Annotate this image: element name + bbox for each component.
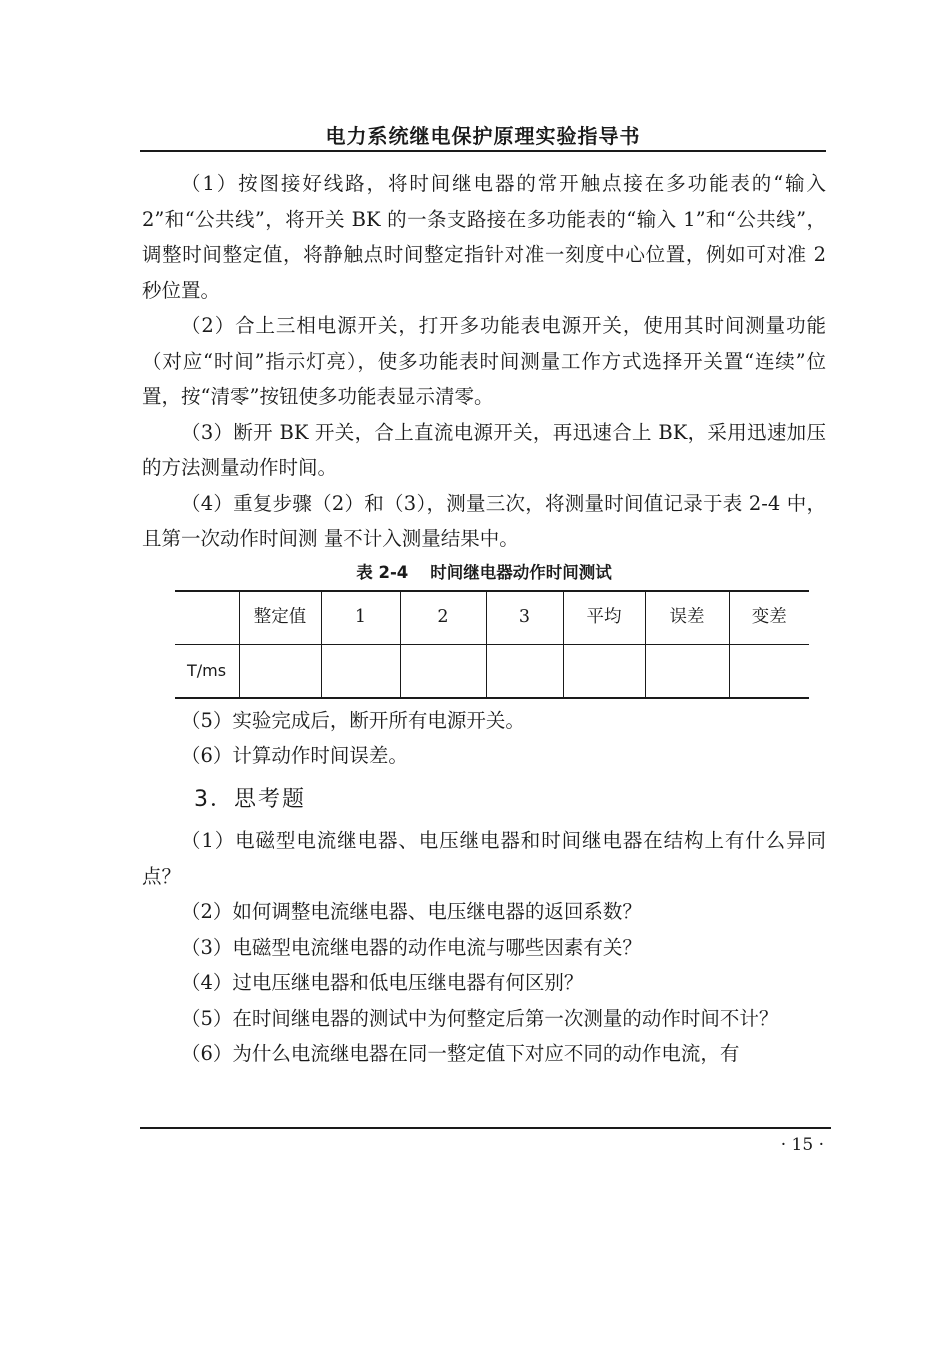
step-paragraph-5: （5）实验完成后，断开所有电源开关。 bbox=[181, 708, 525, 732]
timing-test-table bbox=[175, 590, 809, 699]
table-header-cell bbox=[175, 591, 239, 645]
header-rule bbox=[140, 150, 826, 152]
table-cell bbox=[563, 644, 645, 698]
table-header-cell: 平均 bbox=[563, 591, 645, 645]
table-header-row bbox=[175, 591, 809, 645]
table-cell bbox=[729, 644, 809, 698]
table-cell bbox=[400, 644, 486, 698]
table-cell bbox=[239, 644, 321, 698]
question-item-2: （2）如何调整电流继电器、电压继电器的返回系数？ bbox=[181, 900, 642, 923]
table-header-cell: 3 bbox=[486, 591, 563, 645]
page-body bbox=[142, 166, 826, 1072]
table-header-cell: 误差 bbox=[645, 591, 729, 645]
question-item-5: （5）在时间继电器的测试中为何整定后第一次测量的动作时间不计？ bbox=[181, 1006, 779, 1030]
table-header-cell: 2 bbox=[400, 591, 486, 645]
running-header-title: 电力系统继电保护原理实验指导书 bbox=[325, 124, 641, 148]
table-caption bbox=[142, 561, 826, 585]
step-paragraph-4: （4）重复步骤（2）和（3），测量三次，将测量时间值记录于表 2-4 中，且第一次动作时间测 量不计入测量结果中。 bbox=[142, 491, 826, 550]
section-heading: 3．思考题 bbox=[194, 786, 306, 812]
question-item-4: （4）过电压继电器和低电压继电器有何区别？ bbox=[181, 971, 584, 994]
step-paragraph-3: （3）断开 BK 开关，合上直流电源开关，再迅速合上 BK，采用迅速加压的方法测量动作时间。 bbox=[142, 420, 826, 479]
step-paragraph-1: （1）按图接好线路，将时间继电器的常开触点接在多功能表的“输入 2”和“公共线”，将开关 BK 的一条支路接在多功能表的“输入 1”和“公共线”，调整时间整定值，将静触点时间整定指针对准一刻度中心位置，例如可对准 2 秒位置。 bbox=[142, 172, 826, 302]
footer-rule bbox=[140, 1127, 831, 1129]
table-header-cell: 整定值 bbox=[239, 591, 321, 645]
question-item-3: （3）电磁型电流继电器的动作电流与哪些因素有关？ bbox=[181, 935, 642, 959]
step-paragraph-2: （2）合上三相电源开关，打开多功能表电源开关，使用其时间测量功能（对应“时间”指示灯亮），使多功能表时间测量工作方式选择开关置“连续”位置，按“清零”按钮使多功能表显示清零。 bbox=[142, 314, 826, 408]
table-caption-number: 表 2-4 bbox=[356, 562, 409, 582]
table-row-label: T/ms bbox=[175, 644, 239, 698]
table-cell bbox=[321, 644, 400, 698]
table-header-cell: 变差 bbox=[729, 591, 809, 645]
step-paragraph-6: （6）计算动作时间误差。 bbox=[181, 744, 408, 767]
question-item-6: （6）为什么电流继电器在同一整定值下对应不同的动作电流，有 bbox=[181, 1042, 740, 1065]
page-number: · 15 · bbox=[780, 1135, 824, 1155]
table-row bbox=[175, 644, 809, 698]
table-cell bbox=[645, 644, 729, 698]
table-cell bbox=[486, 644, 563, 698]
table-caption-title: 时间继电器动作时间测试 bbox=[430, 562, 612, 582]
table-header-cell: 1 bbox=[321, 591, 400, 645]
question-item-1: （1）电磁型电流继电器、电压继电器和时间继电器在结构上有什么异同点？ bbox=[142, 829, 826, 888]
